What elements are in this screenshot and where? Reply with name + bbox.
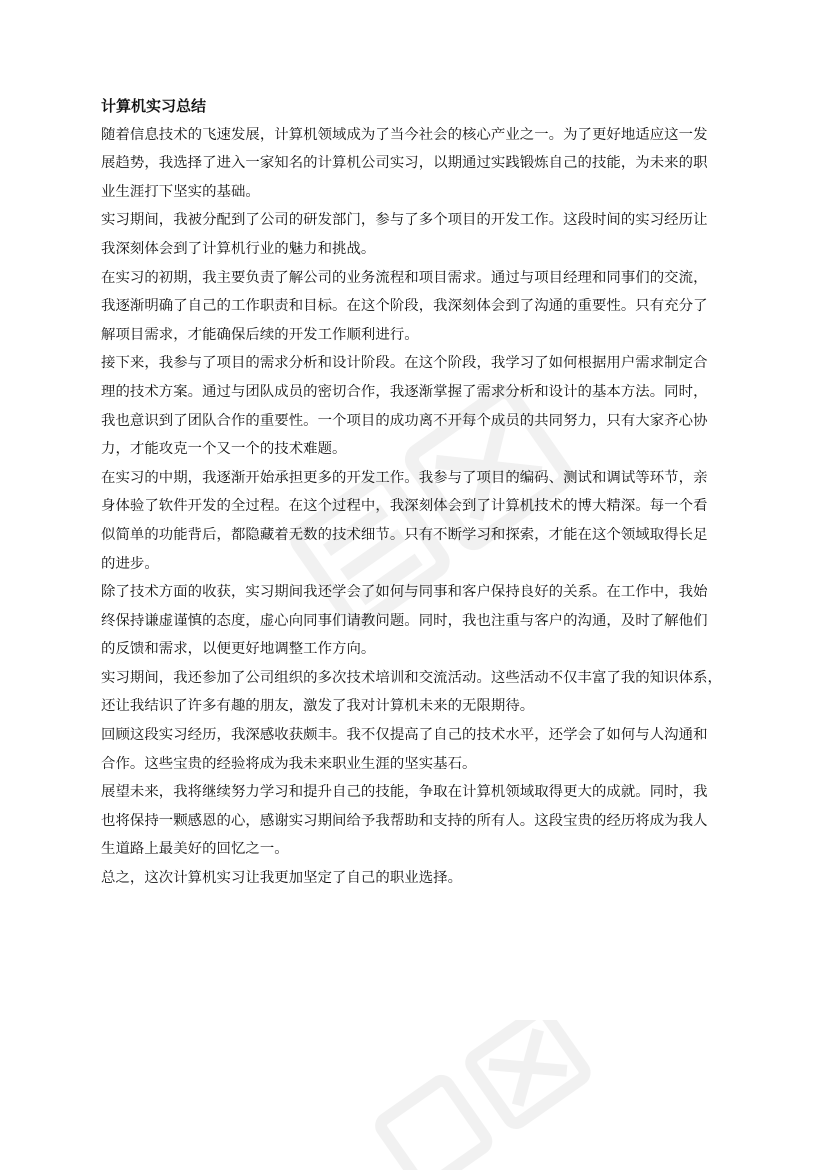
text-line: 接下来，我参与了项目的需求分析和设计阶段。在这个阶段，我学习了如何根据用户需求制定合 [101, 355, 708, 372]
text-line: 实习期间，我还参加了公司组织的多次技术培训和交流活动。这些活动不仅丰富了我的知识体系， [101, 669, 722, 686]
text-line: 我深刻体会到了计算机行业的魅力和挑战。 [101, 240, 376, 257]
text-line: 还让我结识了许多有趣的朋友，激发了我对计算机未来的无限期待。 [101, 698, 535, 715]
text-line: 似简单的功能背后，都隐藏着无数的技术细节。只有不断学习和探索，才能在这个领域取得长足 [101, 526, 708, 543]
text-line: 在实习的初期，我主要负责了解公司的业务流程和项目需求。通过与项目经理和同事们的交流， [101, 269, 708, 286]
text-line: 的进步。 [101, 555, 159, 572]
text-line: 力，才能攻克一个又一个的技术难题。 [101, 441, 347, 458]
watermark-bottom-icon [360, 1020, 600, 1170]
text-line: 业生涯打下坚实的基础。 [101, 183, 260, 200]
text-line: 我逐渐明确了自己的工作职责和目标。在这个阶段，我深刻体会到了沟通的重要性。只有充分了 [101, 298, 708, 315]
text-line: 回顾这段实习经历，我深感收获颇丰。我不仅提高了自己的技术水平，还学会了如何与人沟通和 [101, 727, 708, 744]
text-line: 理的技术方案。通过与团队成员的密切合作，我逐渐掌握了需求分析和设计的基本方法。同时， [101, 383, 708, 400]
text-line: 展望未来，我将继续努力学习和提升自己的技能，争取在计算机领域取得更大的成就。同时，我 [101, 784, 708, 801]
text-line: 除了技术方面的收获，实习期间我还学会了如何与同事和客户保持良好的关系。在工作中，我始 [101, 584, 708, 601]
text-line: 在实习的中期，我逐渐开始承担更多的开发工作。我参与了项目的编码、测试和调试等环节，亲 [101, 469, 708, 486]
document-body [101, 92, 741, 893]
text-line: 解项目需求，才能确保后续的开发工作顺利进行。 [101, 326, 419, 343]
text-line: 的反馈和需求，以便更好地调整工作方向。 [101, 641, 376, 658]
text-line: 身体验了软件开发的全过程。在这个过程中，我深刻体会到了计算机技术的博大精深。每一个看 [101, 498, 708, 515]
text-line: 展趋势，我选择了进入一家知名的计算机公司实习，以期通过实践锻炼自己的技能，为未来的职 [101, 155, 708, 172]
text-line: 我也意识到了团队合作的重要性。一个项目的成功离不开每个成员的共同努力，只有大家齐心协 [101, 412, 708, 429]
text-line: 合作。这些宝贵的经验将成为我未来职业生涯的坚实基石。 [101, 755, 477, 772]
text-line: 终保持谦虚谨慎的态度，虚心向同事们请教问题。同时，我也注重与客户的沟通，及时了解他们 [101, 612, 708, 629]
text-line: 随着信息技术的飞速发展，计算机领域成为了当今社会的核心产业之一。为了更好地适应这一发 [101, 126, 708, 143]
text-line: 也将保持一颗感恩的心，感谢实习期间给予我帮助和支持的所有人。这段宝贵的经历将成为我人 [101, 812, 708, 829]
text-line: 实习期间，我被分配到了公司的研发部门，参与了多个项目的开发工作。这段时间的实习经历让 [101, 212, 708, 229]
document-title: 计算机实习总结 [101, 97, 207, 115]
text-line: 总之，这次计算机实习让我更加坚定了自己的职业选择。 [101, 870, 463, 887]
text-line: 生道路上最美好的回忆之一。 [101, 841, 289, 858]
